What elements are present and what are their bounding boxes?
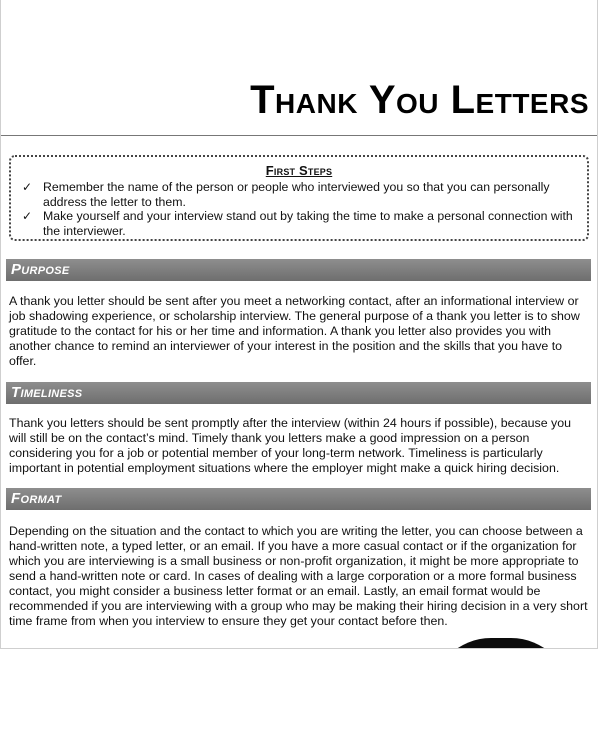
logo-graphic [431,638,571,649]
checkmark-icon: ✓ [22,180,33,194]
first-steps-box [9,155,589,241]
first-steps-item [19,209,579,238]
first-steps-heading: First Steps [265,163,333,178]
section-body-format: Depending on the situation and the contact to which you are writing the letter, you can choose between a hand-written note, a typed letter, or an email. If you have a more casual contact or if the organization for which you are interviewing is a small business or non-profit organization, it might be more appropriate to send a hand-written note or card. In cases of dealing with a large corporation or a more formal business contact, you might consider a business letter format or an email. Lastly, an email format would be recommended if you are interviewing with a group who may be making their hiring decision in a very short time frame from when you interview to ensure they get your contact before then. [9,524,588,628]
first-steps-item [19,180,579,209]
section-heading-purpose: Purpose [6,259,591,281]
section-heading-timeliness: Timeliness [6,382,591,404]
first-steps-list [19,180,579,238]
title-divider [1,135,597,136]
section-body-timeliness: Thank you letters should be sent promptly after the interview (within 24 hours if possible), because you will still be on the contact’s mind. Timely thank you letters make a good impression on a person considering you for a job or potential member of your long-term network. Timeliness is particularly important in potential employment situations where the employer might make a quick hiring decision. [9,416,572,475]
section-heading-format: Format [6,488,591,510]
section-body-purpose: A thank you letter should be sent after you meet a networking contact, after an informational interview or job shadowing experience, or scholarship interview. The general purpose of a thank you letter is to show gratitude to the contact for his or her time and information. A thank you letter also provides you with another chance to remind an interviewer of your interest in the position and the skills that you have to offer. [9,294,580,368]
first-steps-item-text: Make yourself and your interview stand out by taking the time to make a personal connection with the interviewer. [43,209,573,238]
checkmark-icon: ✓ [22,209,33,223]
page-title: Thank You Letters [250,78,589,122]
first-steps-item-text: Remember the name of the person or people who interviewed you so that you can personally address the letter to them. [43,180,550,209]
